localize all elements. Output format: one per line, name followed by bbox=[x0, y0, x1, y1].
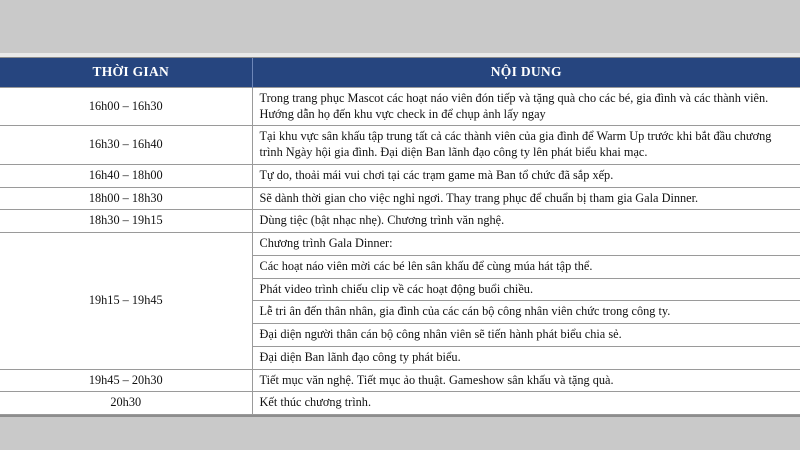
cell-content: Lễ tri ân đến thân nhân, gia đình của các cán bộ công nhân viên chức trong công ty. bbox=[252, 301, 800, 324]
cell-content: Tự do, thoải mái vui chơi tại các trạm game mà Ban tổ chức đã sắp xếp. bbox=[252, 164, 800, 187]
table-body bbox=[0, 88, 800, 415]
table-row bbox=[0, 164, 800, 187]
table-row bbox=[0, 88, 800, 126]
cell-content: Các hoạt náo viên mời các bé lên sân khấu để cùng múa hát tập thể. bbox=[252, 255, 800, 278]
cell-content: Tại khu vực sân khấu tập trung tất cả các thành viên của gia đình để Warm Up trước khi bắt đầu chương trình Ngày hội gia đình. Đại diện Ban lãnh đạo công ty lên phát biểu khai mạc. bbox=[252, 126, 800, 164]
cell-time: 20h30 bbox=[0, 392, 252, 415]
cell-content: Dùng tiệc (bật nhạc nhẹ). Chương trình văn nghệ. bbox=[252, 210, 800, 233]
cell-content: Tiết mục văn nghệ. Tiết mục ảo thuật. Gameshow sân khấu và tặng quà. bbox=[252, 369, 800, 392]
column-header-time: THỜI GIAN bbox=[0, 58, 252, 88]
cell-time: 16h30 – 16h40 bbox=[0, 126, 252, 164]
cell-content: Phát video trình chiếu clip về các hoạt động buổi chiều. bbox=[252, 278, 800, 301]
header-row bbox=[0, 58, 800, 88]
cell-content: Đại diện người thân cán bộ công nhân viên sẽ tiến hành phát biểu chia sẻ. bbox=[252, 324, 800, 347]
schedule-table-container bbox=[0, 57, 800, 417]
cell-time: 18h00 – 18h30 bbox=[0, 187, 252, 210]
cell-time: 19h45 – 20h30 bbox=[0, 369, 252, 392]
schedule-table bbox=[0, 58, 800, 415]
table-row bbox=[0, 187, 800, 210]
table-row bbox=[0, 369, 800, 392]
table-row bbox=[0, 210, 800, 233]
cell-content: Kết thúc chương trình. bbox=[252, 392, 800, 415]
cell-content: Chương trình Gala Dinner: bbox=[252, 233, 800, 256]
cell-time: 16h00 – 16h30 bbox=[0, 88, 252, 126]
table-row bbox=[0, 126, 800, 164]
table-row bbox=[0, 233, 800, 256]
table-row bbox=[0, 392, 800, 415]
table-header bbox=[0, 58, 800, 88]
cell-time: 18h30 – 19h15 bbox=[0, 210, 252, 233]
cell-content: Trong trang phục Mascot các hoạt náo viên đón tiếp và tặng quà cho các bé, gia đình và các thành viên. Hướng dẫn họ đến khu vực check in để chụp ảnh lấy ngay bbox=[252, 88, 800, 126]
cell-content: Sẽ dành thời gian cho việc nghỉ ngơi. Thay trang phục để chuẩn bị tham gia Gala Dinner. bbox=[252, 187, 800, 210]
cell-time: 16h40 – 18h00 bbox=[0, 164, 252, 187]
column-header-content: NỘI DUNG bbox=[252, 58, 800, 88]
cell-time-grouped: 19h15 – 19h45 bbox=[0, 233, 252, 369]
cell-content: Đại diện Ban lãnh đạo công ty phát biểu. bbox=[252, 346, 800, 369]
